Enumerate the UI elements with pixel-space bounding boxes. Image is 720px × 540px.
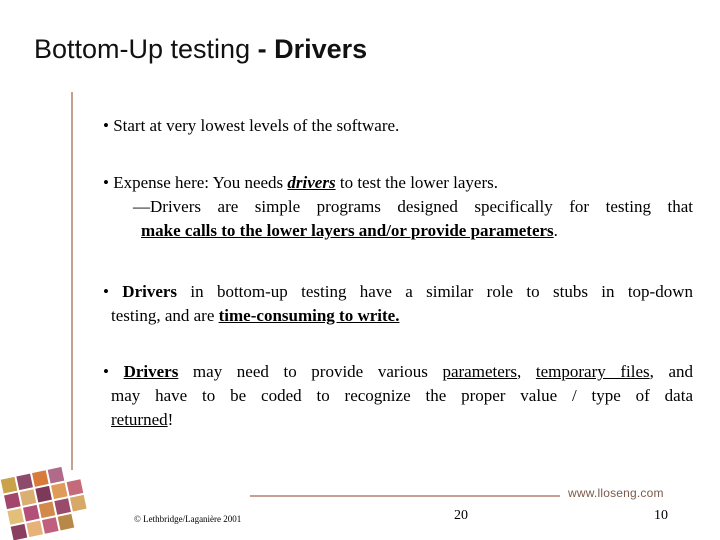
bullet-2-emphasis: drivers [287,173,336,192]
bullet-2-sub-emphasis: make calls to the lower layers and/or provide parameters [141,221,554,240]
bullet-3-line-2 [103,304,693,328]
bullet-4-emphasis-drivers: Drivers [123,362,179,381]
bullet-4-emphasis-returned: returned [111,410,168,429]
bullet-4-line-2: may have to be coded to recognize the proper value / type of data [111,386,693,405]
bullet-4-text-1: may need to provide various [178,362,443,381]
decorative-squares-logo [0,440,100,540]
bullet-3-text: in bottom-up testing have a similar role to stubs in top-down [177,282,693,301]
bullet-4-emphasis-temporary-files: temporary files [535,362,650,381]
page-number: 10 [654,508,668,523]
bullet-3-line-2-emphasis: time-consuming to write. [218,306,400,325]
bullet-3 [103,280,693,328]
copyright-notice: © Lethbridge/Laganière 2001 [134,514,242,524]
bullet-4-text-2: , [517,362,536,381]
bullet-3-line-1 [103,280,693,304]
bullet-2-sub-line-1: —Drivers are simple programs designed specifically for testing that [133,197,693,216]
bullet-3-line-2-text: testing, and are [111,306,219,325]
bullet-4-marker: • [103,362,124,381]
bullet-2-text-end: to test the lower layers. [335,173,498,192]
bullet-2-sub-end: . [553,221,558,240]
title-dash: - [250,34,275,64]
bullet-4-emphasis-parameters: parameters [442,362,518,381]
bullet-2-sub-line-2 [103,219,693,243]
bullet-4-line-1 [103,360,693,384]
website-url: www.lloseng.com [568,486,664,500]
bullet-4-text-4: ! [167,410,174,429]
bullet-2-line-1 [103,173,498,192]
bullet-4 [103,360,693,432]
bullet-3-marker: • [103,282,123,301]
bullet-4-text-3: , and [649,362,694,381]
horizontal-accent-line [250,495,560,497]
slide-title [34,34,367,65]
title-plain: Bottom-Up testing [34,34,251,64]
bullet-1: • Start at very lowest levels of the software. [103,116,400,135]
bullet-4-line-3 [103,408,693,432]
bullet-2 [103,171,693,243]
bullet-2-text: • Expense here: You needs [103,173,288,192]
title-bold: Drivers [274,34,368,64]
vertical-accent-line [71,92,73,470]
chapter-number: 20 [454,508,468,523]
bullet-3-emphasis: Drivers [122,282,178,301]
